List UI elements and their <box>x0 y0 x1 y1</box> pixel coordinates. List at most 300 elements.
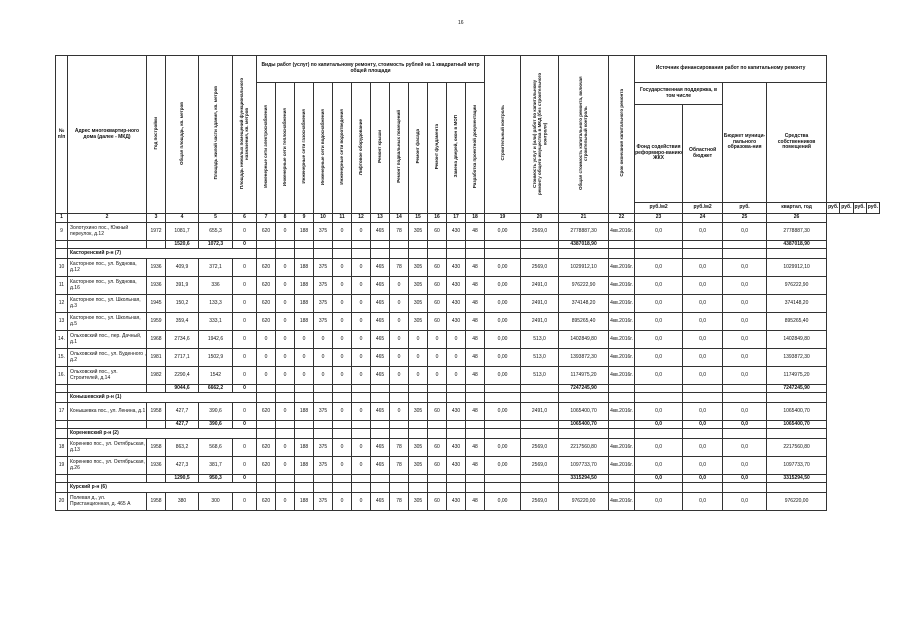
work-cost-cell: 0 <box>352 439 371 457</box>
work-cost-cell: 60 <box>428 457 447 475</box>
column-number: 24 <box>683 214 723 223</box>
total-area-cell: 359,4 <box>166 313 199 331</box>
year-cell: 1945 <box>147 295 166 313</box>
work-cost-cell: 305 <box>409 313 428 331</box>
year-cell: 1958 <box>147 403 166 421</box>
living-area-cell: 300 <box>199 493 233 511</box>
year-cell: 1958 <box>147 493 166 511</box>
total-area-cell: 863,2 <box>166 439 199 457</box>
year-cell: 1936 <box>147 457 166 475</box>
living-area-cell: 333,1 <box>199 313 233 331</box>
column-number: 20 <box>521 214 559 223</box>
regional-cell: 0,0 <box>683 493 723 511</box>
work-cost-cell: 620 <box>257 439 276 457</box>
column-number: 14 <box>390 214 409 223</box>
work-cost-cell: 0 <box>276 277 295 295</box>
table-row <box>56 313 880 331</box>
municipal-cell: 0,0 <box>723 403 767 421</box>
work-cost-cell: 0 <box>314 349 333 367</box>
living-area-cell: 1542 <box>199 367 233 385</box>
unit-cost-m2: руб./м2 <box>683 203 723 214</box>
table-row <box>56 349 880 367</box>
row-number: 20 <box>56 493 68 511</box>
regional-cell: 0,0 <box>683 367 723 385</box>
work-cost-cell: 430 <box>447 223 466 241</box>
work-cost-cell: 465 <box>371 223 390 241</box>
subtotal-row <box>56 385 880 393</box>
work-cost-cell: 0 <box>276 295 295 313</box>
work-cost-cell: 0 <box>276 367 295 385</box>
work-cost-cell: 0 <box>276 457 295 475</box>
address-cell: Конышевка пос., ул. Ленина, д.1 <box>68 403 147 421</box>
nonres-area-cell: 0 <box>233 367 257 385</box>
work-cost-cell: 620 <box>257 403 276 421</box>
work-cost-cell: 188 <box>295 295 314 313</box>
control-cell: 0,00 <box>485 403 521 421</box>
works-group-header: Виды работ (услуг) по капитальному ремонту, стоимость рублей на 1 квадратный метр общей площади <box>257 56 485 83</box>
total-cost-cell: 1174975,20 <box>559 367 609 385</box>
deadline-cell: 4кв.2016г. <box>609 493 635 511</box>
work-cost-cell: 0 <box>428 367 447 385</box>
subtotal-row <box>56 421 880 429</box>
municipal-cell: 0,0 <box>723 295 767 313</box>
subtotal-fund: 0,0 <box>635 475 683 483</box>
subtotal-living-area: 1072,3 <box>199 241 233 249</box>
subtotal-total-area: 427,7 <box>166 421 199 429</box>
address-cell: Касторное пос., ул. Школьная, д.5 <box>68 313 147 331</box>
col-work-5-header: Инженерные сети водоотведения <box>339 108 345 185</box>
work-cost-cell: 48 <box>466 493 485 511</box>
work-cost-cell: 0 <box>333 223 352 241</box>
work-cost-cell: 0 <box>447 349 466 367</box>
work-cost-cell: 305 <box>409 223 428 241</box>
unit-municipal: руб. <box>853 203 866 214</box>
column-number: 8 <box>276 214 295 223</box>
living-area-cell: 390,6 <box>199 403 233 421</box>
municipal-cell: 0,0 <box>723 259 767 277</box>
work-cost-cell: 375 <box>314 295 333 313</box>
work-cost-cell: 188 <box>295 223 314 241</box>
col-living-area-header: Площадь жилой части здания, кв. метров <box>212 86 218 180</box>
column-number: 23 <box>635 214 683 223</box>
table-row <box>56 439 880 457</box>
work-cost-cell: 0 <box>352 367 371 385</box>
subtotal-living-area: 950,3 <box>199 475 233 483</box>
total-cost-cell: 2778887,30 <box>559 223 609 241</box>
row-number: 17 <box>56 403 68 421</box>
control-cell: 0,00 <box>485 295 521 313</box>
col-control-header: Строительный контроль <box>499 105 505 161</box>
work-cost-cell: 60 <box>428 313 447 331</box>
work-cost-cell: 305 <box>409 439 428 457</box>
table-row <box>56 403 880 421</box>
municipal-cell: 0,0 <box>723 349 767 367</box>
table-body <box>56 214 880 511</box>
column-number: 11 <box>333 214 352 223</box>
work-cost-cell: 188 <box>295 277 314 295</box>
cost-m2-cell: 2491,0 <box>521 295 559 313</box>
column-number: 9 <box>295 214 314 223</box>
owners-cell: 1174975,20 <box>767 367 827 385</box>
work-cost-cell: 60 <box>428 259 447 277</box>
total-cost-cell: 1029912,10 <box>559 259 609 277</box>
col-owners-header: Средства собственников помещений <box>767 83 827 203</box>
year-cell: 1981 <box>147 349 166 367</box>
cost-m2-cell: 513,0 <box>521 349 559 367</box>
work-cost-cell: 0 <box>257 367 276 385</box>
control-cell: 0,00 <box>485 349 521 367</box>
fund-cell: 0,0 <box>635 295 683 313</box>
column-number: 25 <box>723 214 767 223</box>
regional-cell: 0,0 <box>683 349 723 367</box>
work-cost-cell: 0 <box>257 349 276 367</box>
nonres-area-cell: 0 <box>233 493 257 511</box>
unit-total-cost: руб. <box>723 203 767 214</box>
regional-cell: 0,0 <box>683 295 723 313</box>
subtotal-municipal: 0,0 <box>723 475 767 483</box>
work-cost-cell: 620 <box>257 313 276 331</box>
owners-cell: 2217560,80 <box>767 439 827 457</box>
unit-control: руб./м2 <box>635 203 683 214</box>
col-work-7-header: Ремонт крыши <box>377 130 383 164</box>
work-cost-cell: 78 <box>390 457 409 475</box>
work-cost-cell: 0 <box>390 349 409 367</box>
subtotal-owners: 1065400,70 <box>767 421 827 429</box>
subtotal-total-area: 9044,6 <box>166 385 199 393</box>
work-cost-cell: 0 <box>276 403 295 421</box>
living-area-cell: 381,7 <box>199 457 233 475</box>
subtotal-fund: 0,0 <box>635 421 683 429</box>
column-number: 1 <box>56 214 68 223</box>
subtotal-total-cost: 7247245,90 <box>559 385 609 393</box>
row-number: 16. <box>56 367 68 385</box>
deadline-cell: 4кв.2016г. <box>609 259 635 277</box>
nonres-area-cell: 0 <box>233 295 257 313</box>
address-cell: Коренево пос., ул. Октябрьская, д.26 <box>68 457 147 475</box>
work-cost-cell: 0 <box>333 493 352 511</box>
subtotal-total-cost: 3315294,50 <box>559 475 609 483</box>
living-area-cell: 655,3 <box>199 223 233 241</box>
control-cell: 0,00 <box>485 367 521 385</box>
district-name: Курский р-н (6) <box>68 483 257 493</box>
col-work-11-header: Замена дверей, окон в МОП <box>453 115 459 178</box>
subtotal-total-cost: 4387018,90 <box>559 241 609 249</box>
col-year-header: Год постройки <box>153 116 159 150</box>
regional-cell: 0,0 <box>683 403 723 421</box>
work-cost-cell: 0 <box>447 367 466 385</box>
work-cost-cell: 430 <box>447 439 466 457</box>
col-work-9-header: Ремонт фасада <box>415 129 421 164</box>
nonres-area-cell: 0 <box>233 439 257 457</box>
year-cell: 1958 <box>147 439 166 457</box>
cost-m2-cell: 2569,0 <box>521 259 559 277</box>
control-cell: 0,00 <box>485 313 521 331</box>
regional-cell: 0,0 <box>683 313 723 331</box>
subtotal-living-area: 390,6 <box>199 421 233 429</box>
work-cost-cell: 0 <box>352 331 371 349</box>
cost-m2-cell: 2569,0 <box>521 439 559 457</box>
work-cost-cell: 305 <box>409 277 428 295</box>
column-number: 16 <box>428 214 447 223</box>
subtotal-living-area: 6662,2 <box>199 385 233 393</box>
column-number: 5 <box>199 214 233 223</box>
work-cost-cell: 0 <box>333 259 352 277</box>
work-cost-cell: 305 <box>409 295 428 313</box>
work-cost-cell: 60 <box>428 295 447 313</box>
living-area-cell: 568,6 <box>199 439 233 457</box>
municipal-cell: 0,0 <box>723 331 767 349</box>
work-cost-cell: 48 <box>466 223 485 241</box>
work-cost-cell: 188 <box>295 493 314 511</box>
cost-m2-cell: 513,0 <box>521 331 559 349</box>
total-area-cell: 150,2 <box>166 295 199 313</box>
column-number: 10 <box>314 214 333 223</box>
work-cost-cell: 0 <box>295 331 314 349</box>
column-number: 22 <box>609 214 635 223</box>
district-name: Касторенский р-н (7) <box>68 249 257 259</box>
work-cost-cell: 0 <box>390 331 409 349</box>
work-cost-cell: 48 <box>466 277 485 295</box>
fund-cell: 0,0 <box>635 331 683 349</box>
work-cost-cell: 0 <box>333 403 352 421</box>
deadline-cell: 4кв.2016г. <box>609 313 635 331</box>
work-cost-cell: 0 <box>352 277 371 295</box>
work-cost-cell: 0 <box>333 439 352 457</box>
work-cost-cell: 465 <box>371 457 390 475</box>
control-cell: 0,00 <box>485 277 521 295</box>
col-work-12-header: Разработка проектной документации <box>472 105 478 189</box>
control-cell: 0,00 <box>485 223 521 241</box>
owners-cell: 2778887,30 <box>767 223 827 241</box>
work-cost-cell: 0 <box>390 295 409 313</box>
col-work-10-header: Ремонт фундамента <box>434 124 440 170</box>
municipal-cell: 0,0 <box>723 439 767 457</box>
work-cost-cell: 60 <box>428 277 447 295</box>
year-cell: 1936 <box>147 259 166 277</box>
district-row <box>56 483 880 493</box>
work-cost-cell: 0 <box>276 313 295 331</box>
work-cost-cell: 0 <box>428 349 447 367</box>
fund-cell: 0,0 <box>635 493 683 511</box>
deadline-cell: 4кв.2016г. <box>609 403 635 421</box>
subtotal-total-cost: 1065400,70 <box>559 421 609 429</box>
total-area-cell: 391,9 <box>166 277 199 295</box>
work-cost-cell: 0 <box>352 295 371 313</box>
col-cost-m2-header: Стоимость услуг и (или) работ по капитальному ремонту общего имущества в МКД (без строительного контроля) <box>531 72 548 195</box>
work-cost-cell: 0 <box>352 349 371 367</box>
work-cost-cell: 60 <box>428 223 447 241</box>
fund-cell: 0,0 <box>635 349 683 367</box>
total-area-cell: 2290,4 <box>166 367 199 385</box>
cost-m2-cell: 2569,0 <box>521 493 559 511</box>
total-area-cell: 2717,1 <box>166 349 199 367</box>
column-number: 2 <box>68 214 147 223</box>
work-cost-cell: 0 <box>333 295 352 313</box>
work-cost-cell: 375 <box>314 277 333 295</box>
work-cost-cell: 188 <box>295 313 314 331</box>
work-cost-cell: 620 <box>257 259 276 277</box>
address-cell: Полевая д., ул. Пристанционная, д. 465 А <box>68 493 147 511</box>
cost-m2-cell: 513,0 <box>521 367 559 385</box>
row-number: 14. <box>56 331 68 349</box>
work-cost-cell: 0 <box>333 349 352 367</box>
work-cost-cell: 465 <box>371 313 390 331</box>
unit-regional: руб. <box>840 203 853 214</box>
total-cost-cell: 1097733,70 <box>559 457 609 475</box>
control-cell: 0,00 <box>485 331 521 349</box>
deadline-cell: 4кв.2016г. <box>609 367 635 385</box>
work-cost-cell: 48 <box>466 295 485 313</box>
col-no-header: № п/п <box>56 56 68 214</box>
col-municipal-header: Бюджет муници-пального образова-ния <box>723 83 767 203</box>
regional-cell: 0,0 <box>683 439 723 457</box>
subtotal-nonres-area: 0 <box>233 475 257 483</box>
cost-m2-cell: 2569,0 <box>521 457 559 475</box>
year-cell: 1968 <box>147 331 166 349</box>
work-cost-cell: 465 <box>371 331 390 349</box>
work-cost-cell: 0 <box>428 331 447 349</box>
work-cost-cell: 0 <box>409 349 428 367</box>
fund-cell: 0,0 <box>635 457 683 475</box>
work-cost-cell: 430 <box>447 457 466 475</box>
work-cost-cell: 0 <box>352 223 371 241</box>
column-number: 17 <box>447 214 466 223</box>
owners-cell: 976222,90 <box>767 277 827 295</box>
work-cost-cell: 48 <box>466 313 485 331</box>
work-cost-cell: 188 <box>295 457 314 475</box>
col-fund-header: Фонд содействия реформиро-ванию ЖКХ <box>635 105 683 203</box>
work-cost-cell: 430 <box>447 493 466 511</box>
fund-cell: 0,0 <box>635 367 683 385</box>
unit-fund: руб. <box>827 203 840 214</box>
column-number: 13 <box>371 214 390 223</box>
living-area-cell: 336 <box>199 277 233 295</box>
table-row <box>56 331 880 349</box>
subtotal-total-area: 1520,6 <box>166 241 199 249</box>
total-area-cell: 2734,6 <box>166 331 199 349</box>
owners-cell: 976220,00 <box>767 493 827 511</box>
col-total-cost-header: Общая стоимость капитального ремонта, включая строительный контроль <box>578 76 589 190</box>
fund-cell: 0,0 <box>635 313 683 331</box>
total-area-cell: 409,9 <box>166 259 199 277</box>
living-area-cell: 372,1 <box>199 259 233 277</box>
page-number: 16 <box>458 20 464 26</box>
subtotal-regional: 0,0 <box>683 475 723 483</box>
work-cost-cell: 0 <box>295 349 314 367</box>
work-cost-cell: 0 <box>333 367 352 385</box>
col-deadline-header: Срок окончания капитального ремонта <box>618 89 624 177</box>
work-cost-cell: 78 <box>390 223 409 241</box>
work-cost-cell: 305 <box>409 457 428 475</box>
nonres-area-cell: 0 <box>233 259 257 277</box>
nonres-area-cell: 0 <box>233 223 257 241</box>
column-number: 21 <box>559 214 609 223</box>
cost-m2-cell: 2491,0 <box>521 277 559 295</box>
work-cost-cell: 465 <box>371 493 390 511</box>
work-cost-cell: 0 <box>409 331 428 349</box>
work-cost-cell: 430 <box>447 403 466 421</box>
subtotal-row <box>56 241 880 249</box>
column-number: 7 <box>257 214 276 223</box>
work-cost-cell: 430 <box>447 295 466 313</box>
col-work-1-header: Инженерные сети электроснабжения <box>263 105 269 189</box>
subtotal-owners: 7247245,90 <box>767 385 827 393</box>
col-work-2-header: Инженерные сети теплоснабжения <box>282 107 288 186</box>
work-cost-cell: 188 <box>295 259 314 277</box>
work-cost-cell: 430 <box>447 313 466 331</box>
work-cost-cell: 305 <box>409 493 428 511</box>
deadline-cell: 4кв.2016г. <box>609 277 635 295</box>
work-cost-cell: 0 <box>390 313 409 331</box>
cost-m2-cell: 2491,0 <box>521 403 559 421</box>
total-cost-cell: 895265,40 <box>559 313 609 331</box>
deadline-cell: 4кв.2016г. <box>609 439 635 457</box>
total-area-cell: 427,7 <box>166 403 199 421</box>
work-cost-cell: 620 <box>257 493 276 511</box>
work-cost-cell: 0 <box>333 457 352 475</box>
work-cost-cell: 375 <box>314 403 333 421</box>
work-cost-cell: 0 <box>352 493 371 511</box>
row-number: 18 <box>56 439 68 457</box>
work-cost-cell: 0 <box>276 223 295 241</box>
col-total-area-header: Общая площадь, кв. метров <box>179 101 185 165</box>
control-cell: 0,00 <box>485 457 521 475</box>
nonres-area-cell: 0 <box>233 313 257 331</box>
fund-cell: 0,0 <box>635 403 683 421</box>
owners-cell: 1393872,30 <box>767 349 827 367</box>
fund-cell: 0,0 <box>635 259 683 277</box>
col-nonres-area-header: Площадь нежилых помещений функционального назначения, кв. метров <box>239 77 250 189</box>
subtotal-nonres-area: 0 <box>233 385 257 393</box>
row-number: 9 <box>56 223 68 241</box>
row-number: 15. <box>56 349 68 367</box>
municipal-cell: 0,0 <box>723 493 767 511</box>
owners-cell: 1402849,80 <box>767 331 827 349</box>
owners-cell: 374148,20 <box>767 295 827 313</box>
work-cost-cell: 48 <box>466 367 485 385</box>
municipal-cell: 0,0 <box>723 313 767 331</box>
work-cost-cell: 620 <box>257 295 276 313</box>
regional-cell: 0,0 <box>683 223 723 241</box>
work-cost-cell: 375 <box>314 457 333 475</box>
work-cost-cell: 78 <box>390 439 409 457</box>
work-cost-cell: 305 <box>409 403 428 421</box>
district-row <box>56 393 880 403</box>
subtotal-nonres-area: 0 <box>233 421 257 429</box>
work-cost-cell: 48 <box>466 439 485 457</box>
table-row <box>56 223 880 241</box>
col-regional-header: Областной бюджет <box>683 105 723 203</box>
address-cell: Золотухино пос., Южный переулок, д.12 <box>68 223 147 241</box>
work-cost-cell: 375 <box>314 493 333 511</box>
table-row <box>56 367 880 385</box>
row-number: 12 <box>56 295 68 313</box>
subtotal-municipal: 0,0 <box>723 421 767 429</box>
work-cost-cell: 0 <box>276 331 295 349</box>
district-name: Конышевский р-н (1) <box>68 393 257 403</box>
address-cell: Ольховский пос., ул. Строителей, д.14 <box>68 367 147 385</box>
col-work-8-header: Ремонт подвальных помещений <box>396 110 402 183</box>
capital-repair-table <box>55 55 880 511</box>
work-cost-cell: 305 <box>409 259 428 277</box>
work-cost-cell: 0 <box>295 367 314 385</box>
address-cell: Касторное пос., ул. Школьная, д.3 <box>68 295 147 313</box>
work-cost-cell: 0 <box>352 313 371 331</box>
year-cell: 1982 <box>147 367 166 385</box>
total-area-cell: 1081,7 <box>166 223 199 241</box>
table-row <box>56 457 880 475</box>
work-cost-cell: 375 <box>314 259 333 277</box>
